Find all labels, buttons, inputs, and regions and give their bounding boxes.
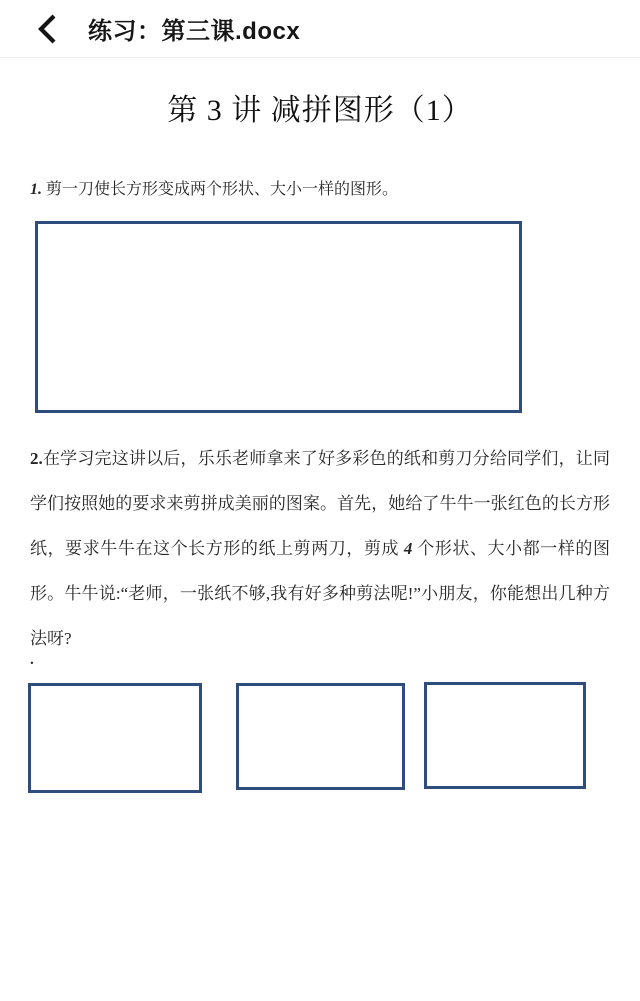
title-bar — [0, 0, 640, 58]
file-title: 练习：第三课.docx — [88, 18, 301, 45]
question-1-answer-box — [35, 221, 522, 413]
document-page[interactable] — [0, 59, 640, 1001]
question-2-number: 2. — [30, 449, 43, 468]
answer-box-2 — [236, 683, 405, 790]
document-heading: 第 3 讲 减拼图形（1） — [167, 94, 473, 127]
question-1 — [30, 179, 616, 201]
question-2-text-part2: 个形状、大小都一样的图形。牛牛说:“老师，一张纸不够,我有好多种剪法呢!”小朋友，你能想出几种方法呀? — [30, 539, 611, 648]
question-2 — [30, 436, 610, 661]
back-button[interactable] — [32, 10, 62, 48]
answer-box-1 — [28, 683, 202, 793]
question-2-text-part1: 在学习完这讲以后，乐乐老师拿来了好多彩色的纸和剪刀分给同学们，让同学们按照她的要求来剪拼成美丽的图案。首先，她给了牛牛一张红色的长方形纸，要求牛牛在这个长方形的纸上剪两刀，剪成 — [30, 449, 610, 558]
question-1-number: 1. — [30, 181, 42, 198]
question-1-text: 剪一刀使长方形变成两个形状、大小一样的图形。 — [42, 181, 399, 198]
question-2-number-4: 4 — [403, 539, 413, 558]
chevron-left-icon — [35, 12, 59, 46]
stray-period: . — [30, 652, 34, 668]
answer-box-3 — [424, 682, 586, 789]
